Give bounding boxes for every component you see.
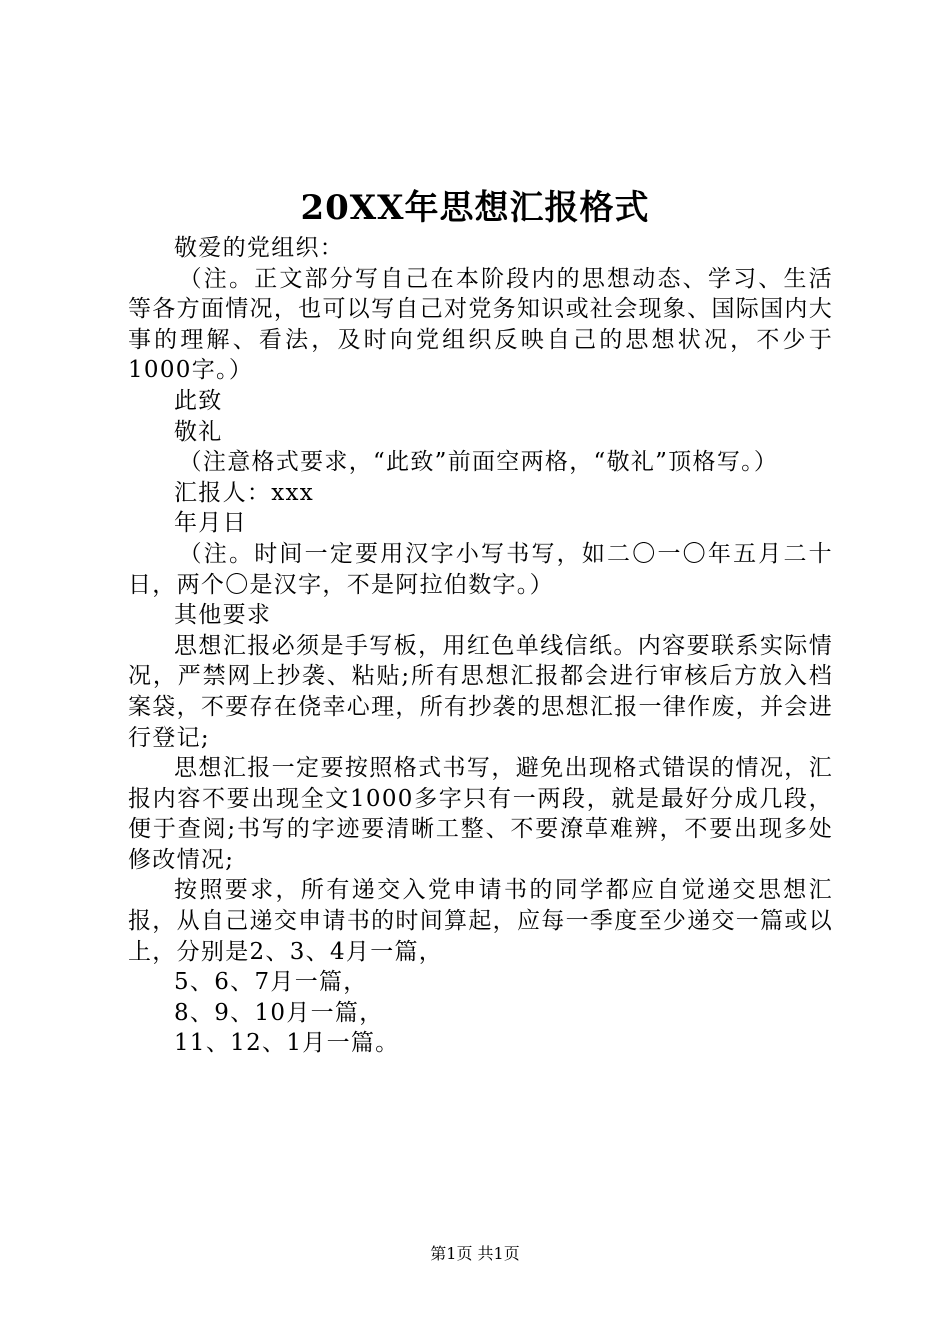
month-schedule-line: 8、9、10月一篇， [174, 999, 384, 1026]
month-schedule-line: 11、12、1月一篇。 [174, 1030, 400, 1057]
reporter-line: 汇报人：xxx [174, 479, 315, 506]
document-body [128, 233, 833, 1059]
note-body: （注。正文部分写自己在本阶段内的思想动态、学习、生活等各方面情况，也可以写自己对党务知识或社会现象、国际国内大事的理解、看法，及时向党组织反映自己的思想状况，不少于1000字。） [128, 265, 833, 384]
requirement-paragraph: 思想汇报一定要按照格式书写，避免出现格式错误的情况，汇报内容不要出现全文1000多字只有一两段，就是最好分成几段，便于查阅;书写的字迹要清晰工整、不要潦草难辨，不要出现多处修改情况; [128, 755, 833, 873]
month-schedule-line: 5、6、7月一篇， [174, 969, 368, 996]
note-closing: （注意格式要求，“此致”前面空两格，“敬礼”顶格写。） [178, 449, 779, 476]
other-requirements-heading: 其他要求 [174, 602, 272, 629]
closing-line-1: 此致 [174, 387, 223, 414]
closing-line-2: 敬礼 [174, 418, 223, 445]
note-date: （注。时间一定要用汉字小写书写，如二〇一〇年五月二十日，两个〇是汉字，不是阿拉伯数字。） [128, 540, 833, 598]
date-line: 年月日 [174, 510, 247, 537]
document-title: 20XX年思想汇报格式 [300, 188, 650, 228]
page-footer: 第1页 共1页 [430, 1244, 520, 1263]
requirement-paragraph: 思想汇报必须是手写板，用红色单线信纸。内容要联系实际情况，严禁网上抄袭、粘贴;所有思想汇报都会进行审核后方放入档案袋，不要存在侥幸心理，所有抄袭的思想汇报一律作废，并会进行登记; [128, 632, 833, 751]
salutation: 敬爱的党组织： [174, 235, 345, 261]
requirement-paragraph: 按照要求，所有递交入党申请书的同学都应自觉递交思想汇报，从自己递交申请书的时间算起，应每一季度至少递交一篇或以上，分别是2、3、4月一篇， [128, 877, 833, 965]
